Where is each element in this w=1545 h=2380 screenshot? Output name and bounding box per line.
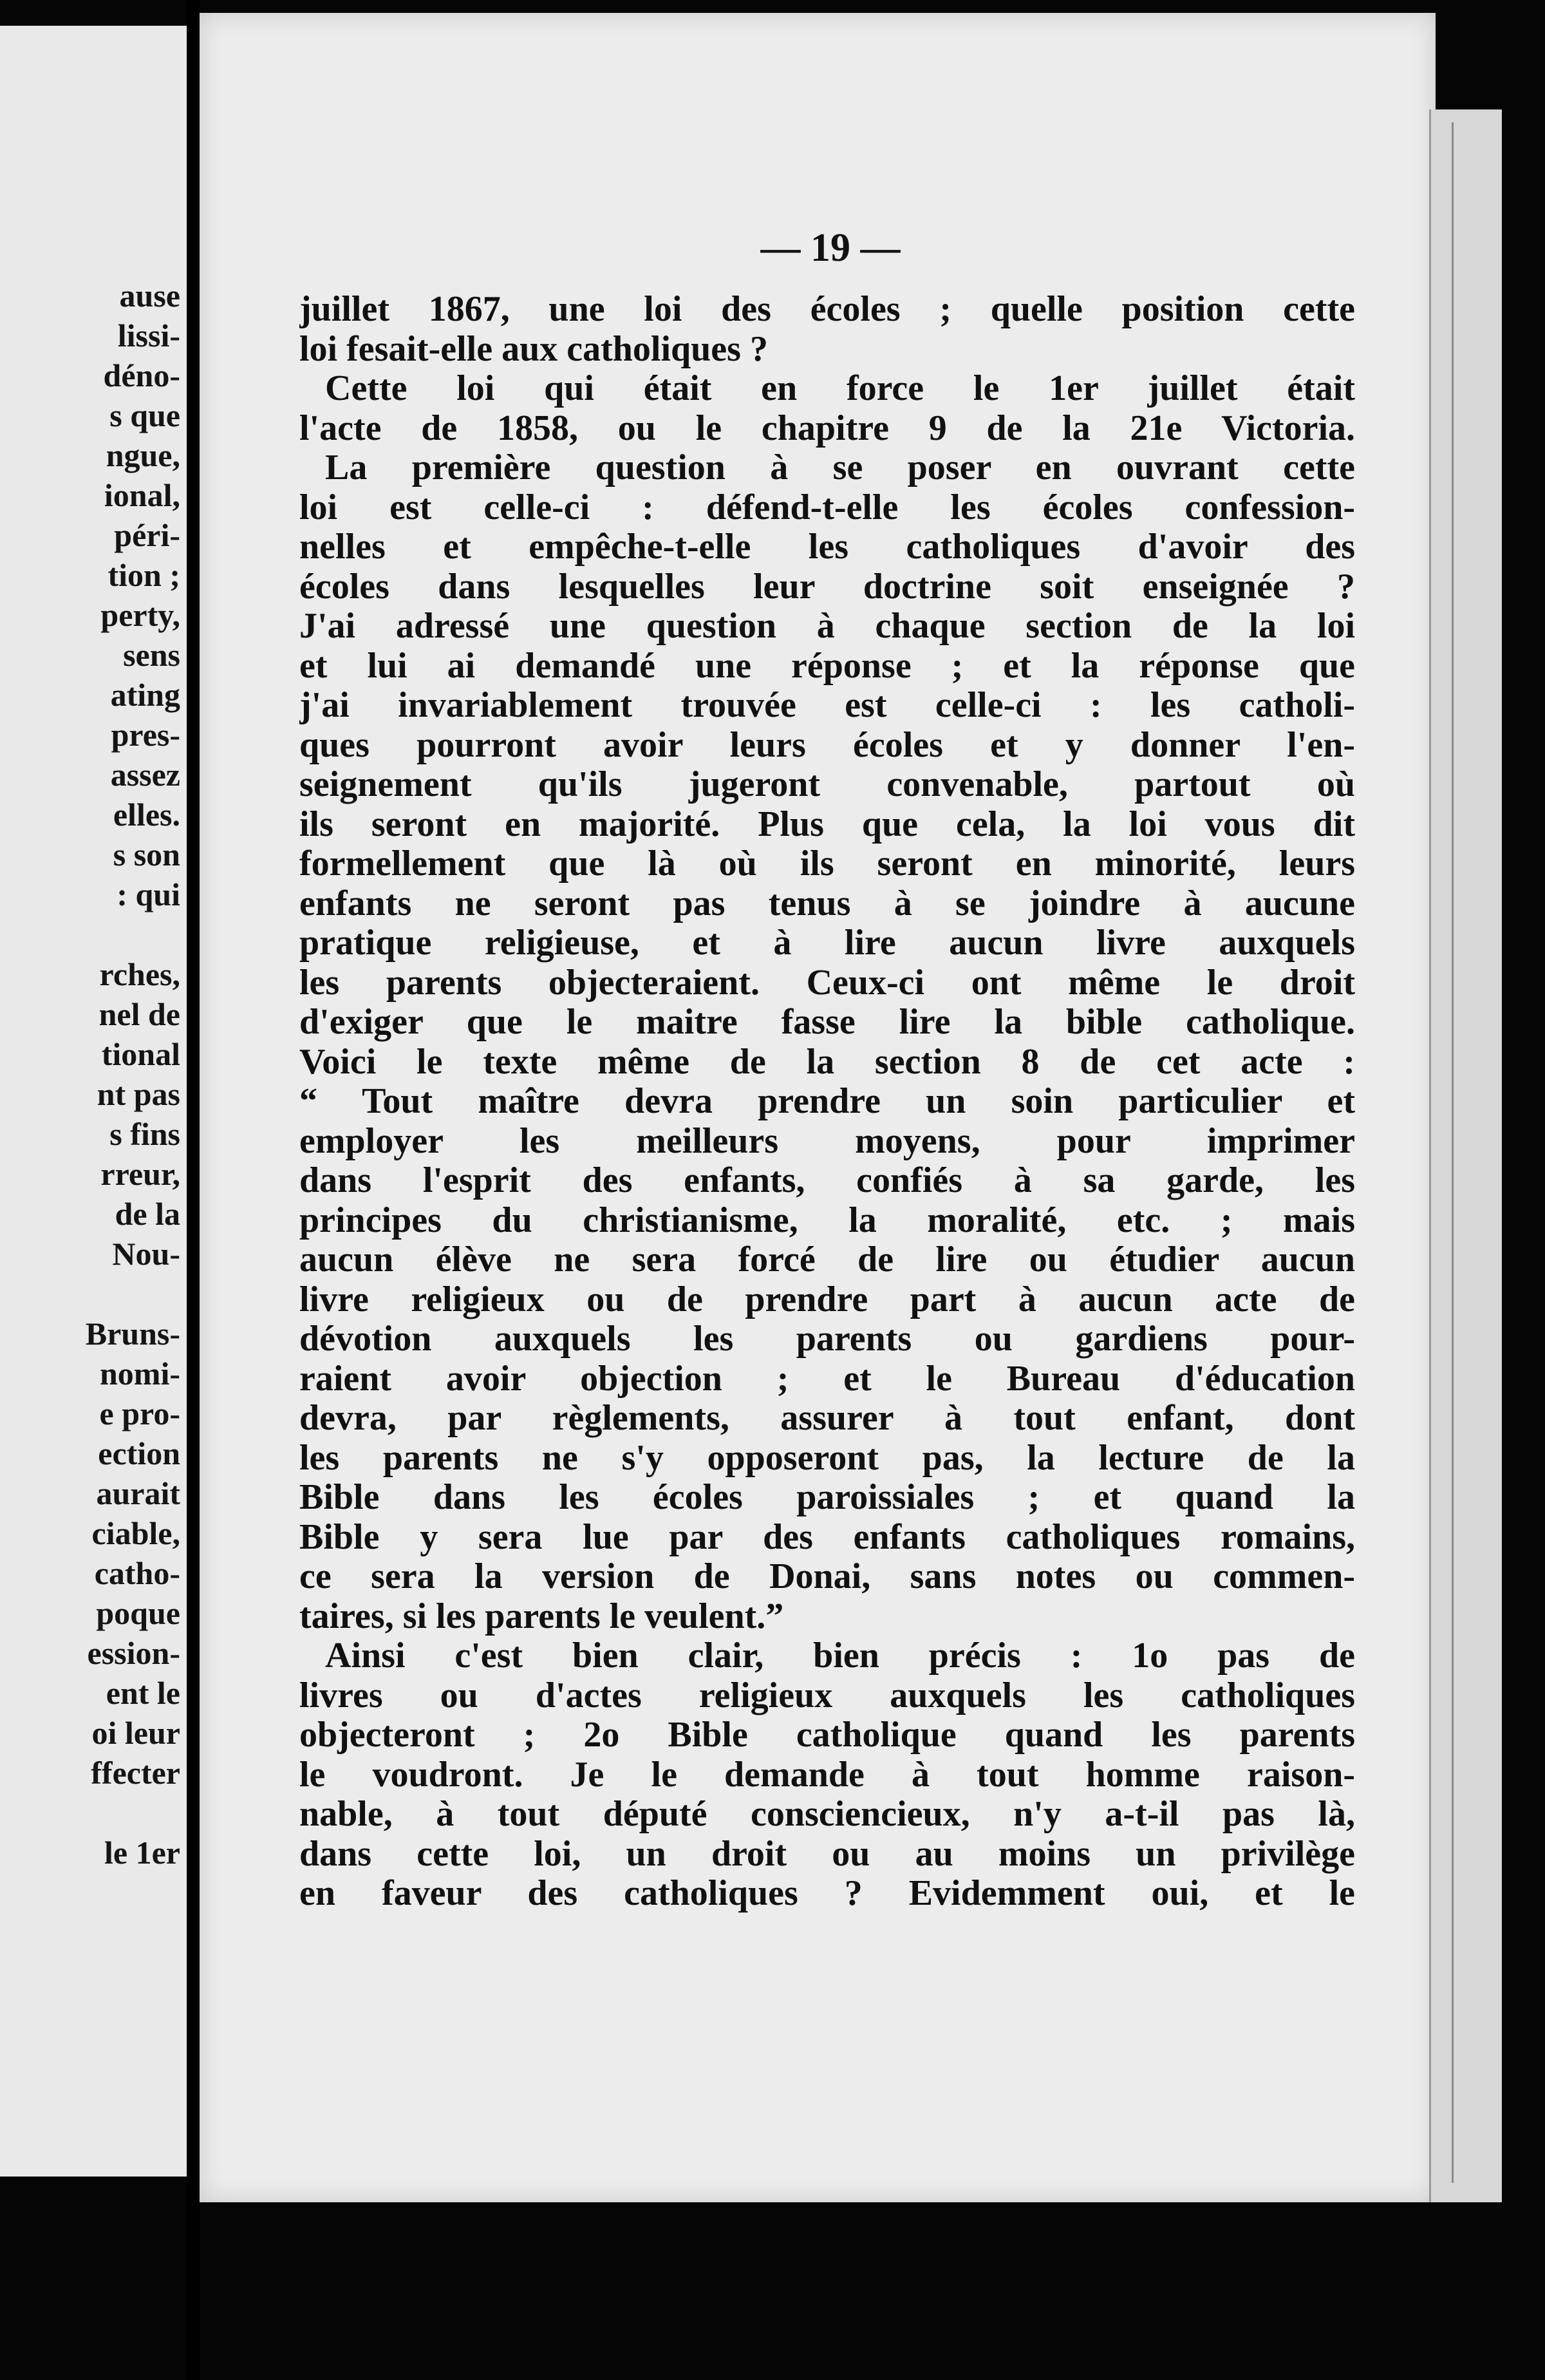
left-page-line: tion ; xyxy=(108,557,180,593)
left-page-line: oi leur xyxy=(91,1715,180,1751)
left-page-line: poque xyxy=(96,1595,180,1631)
left-page-line: péri- xyxy=(114,517,180,553)
body-line: objecteront ; 2o Bible catholique quand les parents xyxy=(299,1715,1355,1755)
left-page-line: tional xyxy=(101,1036,180,1072)
left-page-line: ection xyxy=(98,1435,180,1471)
body-line: devra, par règlements, assurer à tout enfant, dont xyxy=(299,1399,1355,1438)
body-line: le voudront. Je le demande à tout homme raison- xyxy=(299,1755,1355,1795)
body-line: juillet 1867, une loi des écoles ; quelle position cette xyxy=(299,290,1355,329)
left-page-line: nt pas xyxy=(97,1076,180,1112)
left-page-line: elles. xyxy=(113,797,180,833)
body-line: Voici le texte même de la section 8 de cet acte : xyxy=(299,1042,1355,1082)
body-line: les parents objecteraient. Ceux-ci ont même le droit xyxy=(299,963,1355,1003)
body-line: en faveur des catholiques ? Evidemment oui, et le xyxy=(299,1874,1355,1913)
page-edge-line xyxy=(1452,122,1454,2183)
body-line: nable, à tout député consciencieux, n'y a-t-il pas là, xyxy=(299,1795,1355,1834)
body-line: livres ou d'actes religieux auxquels les catholiques xyxy=(299,1676,1355,1715)
left-page-line: déno- xyxy=(103,357,180,393)
body-line: l'acte de 1858, ou le chapitre 9 de la 21e Victoria. xyxy=(299,408,1355,448)
body-line: j'ai invariablement trouvée est celle-ci : les catholi- xyxy=(299,686,1355,725)
page-body-text xyxy=(299,290,1355,1914)
left-page-line: ating xyxy=(110,677,180,713)
left-page-line: ession- xyxy=(87,1635,180,1671)
body-line: dans l'esprit des enfants, confiés à sa garde, les xyxy=(299,1161,1355,1200)
left-page-line: catho- xyxy=(94,1555,180,1591)
left-page-line: le 1er xyxy=(104,1835,180,1871)
body-line: Bible dans les écoles paroissiales ; et quand la xyxy=(299,1478,1355,1517)
body-line: taires, si les parents le veulent.” xyxy=(299,1596,784,1636)
left-page-line: ciable, xyxy=(91,1515,180,1551)
body-line: formellement que là où ils seront en minorité, leurs xyxy=(299,844,1355,883)
body-line: Ainsi c'est bien clair, bien précis : 1o pas de xyxy=(325,1636,1355,1676)
left-page-line: sens xyxy=(123,637,180,673)
body-line: “ Tout maître devra prendre un soin particulier et xyxy=(299,1082,1355,1121)
body-line: écoles dans lesquelles leur doctrine soit enseignée ? xyxy=(299,567,1355,607)
body-line: les parents ne s'y opposeront pas, la lecture de la xyxy=(299,1438,1355,1478)
left-page-line: Bruns- xyxy=(85,1316,180,1352)
body-line: La première question à se poser en ouvrant cette xyxy=(325,448,1355,487)
left-page-line: s que xyxy=(109,397,180,433)
body-line: Bible y sera lue par des enfants catholiques romains, xyxy=(299,1517,1355,1557)
right-page xyxy=(200,13,1436,2202)
body-line: enfants ne seront pas tenus à se joindre à aucune xyxy=(299,883,1355,923)
body-line: dans cette loi, un droit ou au moins un privilège xyxy=(299,1834,1355,1874)
left-page-line: aurait xyxy=(96,1475,180,1511)
body-line: employer les meilleurs moyens, pour imprimer xyxy=(299,1121,1355,1161)
left-page-line: nomi- xyxy=(100,1355,180,1392)
page-number: — 19 — xyxy=(760,226,901,270)
body-line: ils seront en majorité. Plus que cela, la loi vous dit xyxy=(299,804,1355,844)
body-line: Cette loi qui était en force le 1er juillet était xyxy=(325,369,1355,408)
left-page-line: ent le xyxy=(106,1675,180,1711)
body-line: livre religieux ou de prendre part à aucun acte de xyxy=(299,1280,1355,1319)
left-page-line: assez xyxy=(110,757,180,793)
left-page-line: de la xyxy=(115,1196,180,1232)
left-page-line: s fins xyxy=(109,1116,180,1152)
body-line: et lui ai demandé une réponse ; et la réponse que xyxy=(299,646,1355,686)
body-line: principes du christianisme, la moralité, etc. ; mais xyxy=(299,1200,1355,1240)
left-page-fragment xyxy=(0,26,191,2177)
body-line: ques pourront avoir leurs écoles et y donner l'en- xyxy=(299,725,1355,765)
body-line: d'exiger que le maitre fasse lire la bible catholique. xyxy=(299,1003,1355,1042)
left-page-line: : qui xyxy=(117,876,180,912)
left-page-line: lissi- xyxy=(117,317,180,354)
body-line: loi fesait-elle aux catholiques ? xyxy=(299,329,768,369)
left-page-line: pres- xyxy=(111,717,180,753)
left-page-line: e pro- xyxy=(99,1395,180,1431)
left-page-line: Nou- xyxy=(112,1236,180,1272)
left-page-line: rreur, xyxy=(100,1156,180,1192)
left-page-line: ngue, xyxy=(106,437,180,473)
left-page-line: perty, xyxy=(100,597,180,633)
body-line: ce sera la version de Donai, sans notes ou commen- xyxy=(299,1557,1355,1596)
body-line: nelles et empêche-t-elle les catholiques d'avoir des xyxy=(299,527,1355,567)
book-gutter xyxy=(187,0,200,2380)
left-page-line: nel de xyxy=(98,996,180,1032)
left-page-line: ause xyxy=(119,278,180,314)
body-line: J'ai adressé une question à chaque section de la loi xyxy=(299,607,1355,646)
left-page-line: s son xyxy=(113,836,180,873)
left-page-line: ional, xyxy=(104,477,180,513)
page-edges xyxy=(1429,109,1502,2202)
body-line: dévotion auxquels les parents ou gardiens pour- xyxy=(299,1319,1355,1359)
left-page-line: rches, xyxy=(99,956,180,992)
body-line: raient avoir objection ; et le Bureau d'éducation xyxy=(299,1359,1355,1399)
body-line: seignement qu'ils jugeront convenable, partout où xyxy=(299,765,1355,804)
body-line: loi est celle-ci : défend-t-elle les écoles confession- xyxy=(299,487,1355,527)
body-line: aucun élève ne sera forcé de lire ou étudier aucun xyxy=(299,1240,1355,1280)
body-line: pratique religieuse, et à lire aucun livre auxquels xyxy=(299,923,1355,963)
left-page-line: ffecter xyxy=(91,1755,180,1791)
